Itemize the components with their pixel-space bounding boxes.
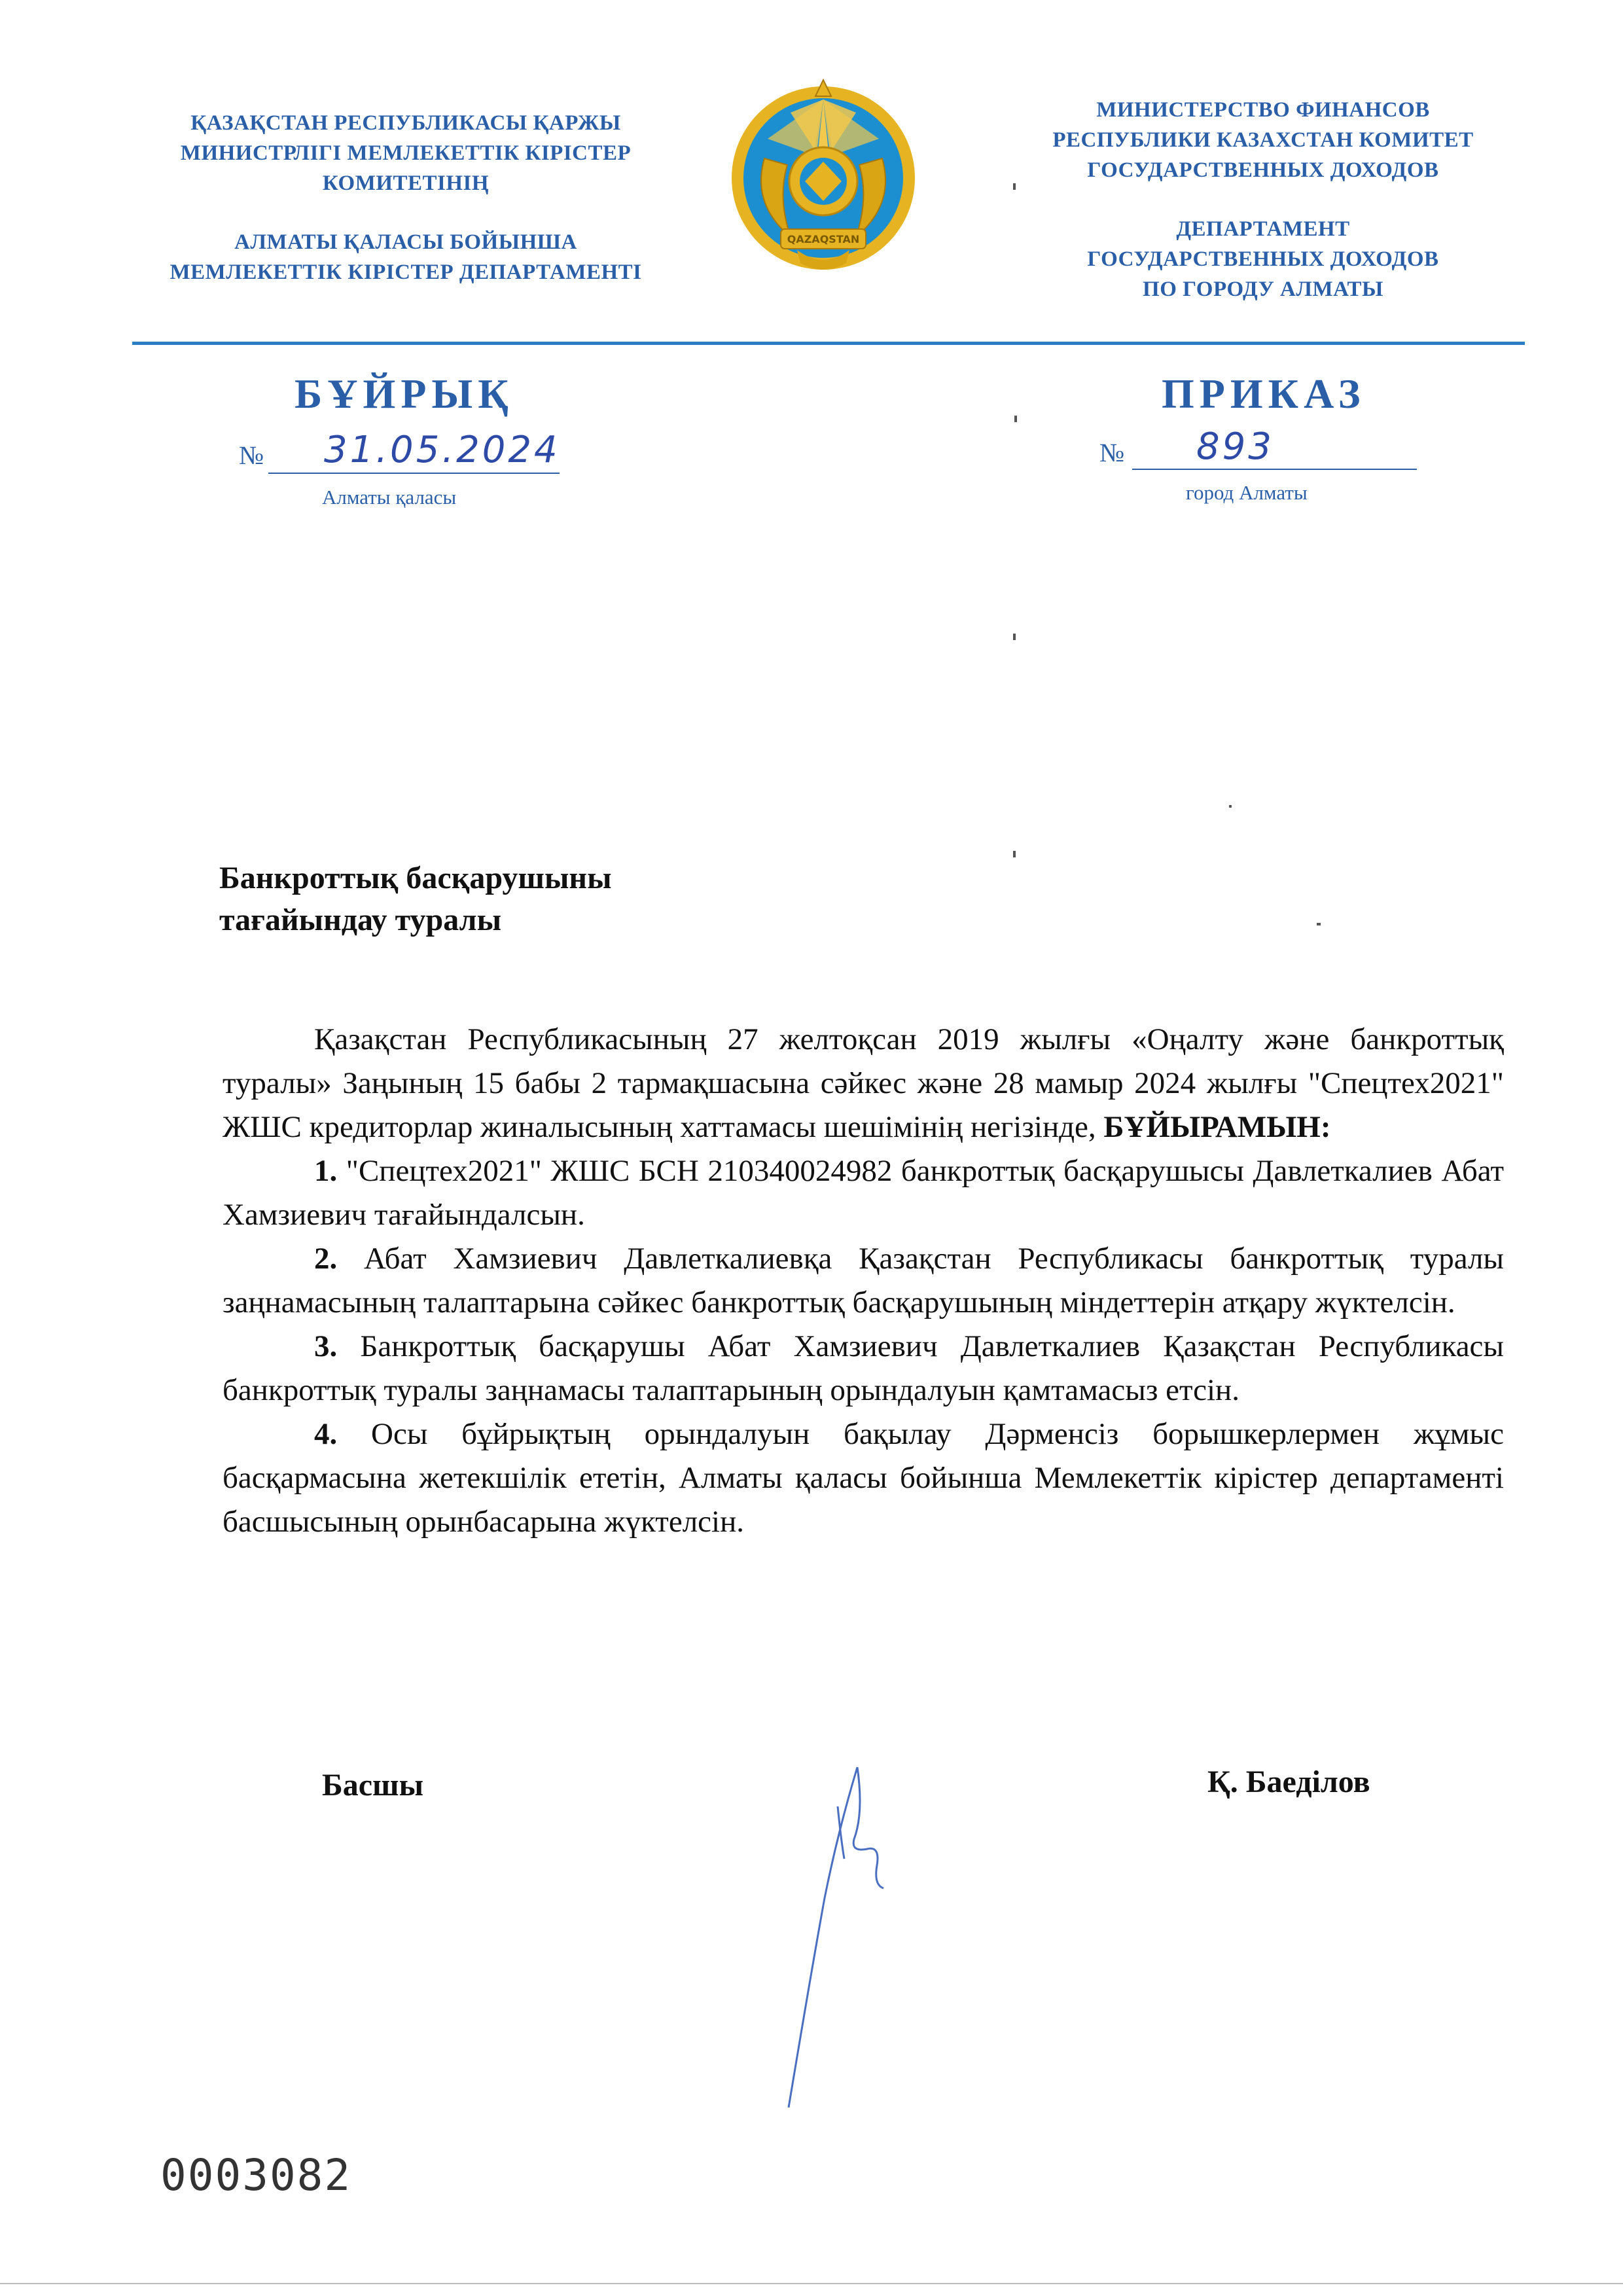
place-ru: город Алматы: [1186, 481, 1308, 504]
header-left-line: АЛМАТЫ ҚАЛАСЫ БОЙЫНША: [234, 230, 577, 254]
header-left-kz: [124, 108, 687, 287]
number-sign-right: №: [1099, 438, 1125, 467]
subject-line: Банкроттық басқарушыны: [219, 861, 612, 895]
item-number: 1.: [314, 1154, 338, 1188]
number-sign-left: №: [239, 440, 264, 470]
header-right-line: МИНИСТЕРСТВО ФИНАНСОВ: [1096, 98, 1430, 122]
header-right-line: ПО ГОРОДУ АЛМАТЫ: [1143, 278, 1383, 301]
item-text: Абат Хамзиевич Давлеткалиевқа Қазақстан Республикасы банкроттық туралы заңнамасының талаптарына сәйкес банкроттық басқарушының міндеттерін атқару жүктелсін.: [223, 1242, 1504, 1319]
header-right-line: РЕСПУБЛИКИ КАЗАХСТАН КОМИТЕТ: [1052, 128, 1474, 152]
scan-speck: [1013, 634, 1016, 640]
emblem-label: QAZAQSTAN: [787, 233, 860, 245]
header-right-line: ДЕПАРТАМЕНТ: [1176, 217, 1350, 241]
header-left-line: КОМИТЕТІНІҢ: [322, 171, 490, 195]
handwritten-signature-icon: [759, 1754, 910, 2121]
item-number: 4.: [314, 1417, 338, 1451]
title-kz: БҰЙРЫҚ: [294, 370, 514, 417]
signatory-role: Басшы: [322, 1768, 424, 1803]
scan-speck: [1013, 851, 1016, 857]
scan-speck: [1229, 805, 1232, 808]
header-left-line: ҚАЗАҚСТАН РЕСПУБЛИКАСЫ ҚАРЖЫ: [190, 111, 621, 135]
order-verb: БҰЙЫРАМЫН:: [1103, 1110, 1331, 1144]
place-kz: Алматы қаласы: [322, 486, 457, 509]
scan-edge: [0, 2283, 1623, 2284]
preamble-text: Қазақстан Республикасының 27 желтоқсан 2019 жылғы «Оңалту және банкроттық туралы» Заңының 15 бабы 2 тармақшасына сәйкес және 28 мамыр 2024 жылғы "Спецтех2021" ЖШС кредиторлар жиналысының хаттамасы шешімінің негізінде,: [223, 1022, 1504, 1144]
number-underline: [1132, 467, 1417, 470]
scan-speck: [1014, 416, 1017, 422]
order-subject: [219, 857, 612, 941]
header-right-ru: [1008, 95, 1518, 304]
header-left-line: МЕМЛЕКЕТТІК КІРІСТЕР ДЕПАРТАМЕНТІ: [169, 260, 642, 284]
state-emblem-icon: [725, 73, 921, 296]
handwritten-number: 893: [1196, 425, 1274, 468]
order-item: [223, 1412, 1504, 1544]
handwritten-date: 31.05.2024: [324, 429, 560, 471]
item-text: Осы бұйрықтың орындалуын бақылау Дәрменсіз борышкерлермен жұмыс басқармасына жетекшілік ететін, Алматы қаласы бойынша Мемлекеттік кірістер департаменті басшысының орынбасарына жүктелсін.: [223, 1417, 1504, 1539]
order-body: [223, 1018, 1504, 1544]
order-item: [223, 1325, 1504, 1412]
item-text: "Спецтех2021" ЖШС БСН 210340024982 банкроттық басқарушысы Давлеткалиев Абат Хамзиевич тағайындалсын.: [223, 1154, 1504, 1232]
header-left-line: МИНИСТРЛІГІ МЕМЛЕКЕТТІК КІРІСТЕР: [180, 141, 632, 165]
item-text: Банкроттық басқарушы Абат Хамзиевич Давлеткалиев Қазақстан Республикасы банкроттық туралы заңнамасы талаптарының орындалуын қамтамасыз етсін.: [223, 1329, 1504, 1407]
item-number: 3.: [314, 1329, 338, 1363]
scan-speck: [1013, 183, 1016, 190]
header-divider: [132, 342, 1525, 345]
header-right-line: ГОСУДАРСТВЕННЫХ ДОХОДОВ: [1087, 247, 1439, 271]
item-number: 2.: [314, 1242, 338, 1276]
scan-speck: [1317, 923, 1321, 925]
title-ru: ПРИКАЗ: [1162, 370, 1366, 417]
signatory-name: Қ. Баеділов: [1207, 1765, 1370, 1799]
preamble-paragraph: [223, 1018, 1504, 1149]
order-item: [223, 1149, 1504, 1237]
order-item: [223, 1237, 1504, 1325]
header-right-line: ГОСУДАРСТВЕННЫХ ДОХОДОВ: [1087, 158, 1439, 182]
subject-line: тағайындау туралы: [219, 903, 502, 937]
document-serial-number: 0003082: [160, 2150, 352, 2200]
date-underline: [268, 471, 560, 474]
